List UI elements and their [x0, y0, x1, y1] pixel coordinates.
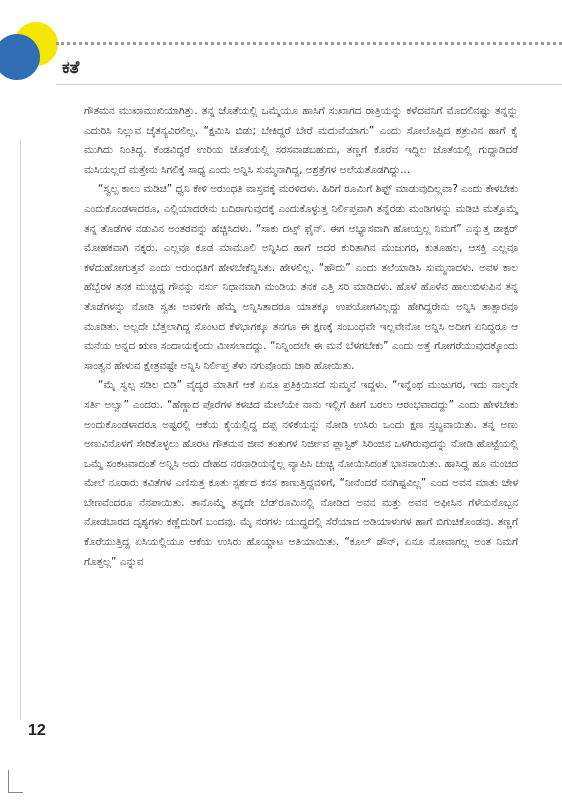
decorative-blue-circle [0, 34, 40, 80]
paragraph: “ಸ್ವಲ್ಪ ಕಾಲು ಮಡಿಚಿ” ಧ್ವನಿ ಕೇಳಿ ಅರುಂಧತಿ ವಾಸ್ತವಕ್ಕೆ ಮರಳಿದಳು. ಹಿರಿಗೆ ರೂಮಿಗೆ ಶಿಫ್ಟ್ ಮಾಡುವುದಿಲ್ಲವಾ? ಎಂದು ಕೇಳಬೇಕು ಎಂದುಕೊಂಡಳಾದರೂ, ಎಲ್ಲಿಯಾದರೇನು ಬದಿರಾಗುವುದಕ್ಕೆ ಎಂದುಕೊಳ್ಳುತ್ತ ನಿರ್ಲಿಪ್ತವಾಗಿ ತನ್ನೆರಡು ಮಂಡಿಗಳನ್ನು ಮಡಿಚಿ ಮತ್ತೊಮ್ಮೆ ತನ್ನ ತೊಡೆಗಳ ನಡುವಿನ ಅಂತರವನ್ನು ಹೆಚ್ಚಿಸಿದಳು. “ಸಾಕು ದಟ್ಸ್ ಫೈನ್. ಈಗ ಅಭ್ಯಾಸವಾಗಿ ಹೋಯ್ತಲ್ಲ ನಿಮಗೆ” ಎನ್ನುತ್ತ ಡಾಕ್ಟರ್ ಮೋಹಕವಾಗಿ ನಕ್ಕರು. ಎಲ್ಲವೂ ಕೂಡ ಮಾಮೂಲಿ ಅನ್ನಿಸಿದ ಹಾಗೆ ಅದರ ಕುರಿತಾಗಿನ ಮುಜುಗರ, ಕುತೂಹಲ, ಆಸಕ್ತಿ ಎಲ್ಲವೂ ಕಳೆದುಹೋಗುತ್ತವೆ ಎಂದು ಅರುಂಧತಿಗೆ ಹೇಳಬೇಕೆನ್ನಿಸಿತು. ಹೇಳಲಿಲ್ಲ. “ಹೌದು” ಎಂದು ತಲೆಯಾಡಿಸಿ ಸುಮ್ಮನಾದಳು. ಅವಳ ಕಾಲ ಹೆಬ್ಬೆರಳ ತನಕ ಮುಚ್ಚಿದ್ದ ಗೌನನ್ನು ನರ್ಸು ನಿಧಾನವಾಗಿ ಮಂಡಿಯ ತನಕ ಎತ್ತಿ ಸರಿ ಮಾಡಿದಳು. ಹೊಳೆ ಹೊಳೆವ ಹಾಲುಬಿಳುಪಿನ ತನ್ನ ತೊಡೆಗಳನ್ನು ನೋಡಿ ಸ್ವತಃ ಅವಳಿಗೇ ಹೆಮ್ಮೆ ಅನ್ನಿಸಿತಾದರೂ ಯಾತಕ್ಕೂ ಉಪಯೋಗವಿಲ್ಲದ್ದು ಹೇಗಿದ್ದರೇನು ಅನ್ನಿಸಿ ತಾತ್ಸಾರವೂ ಮೂಡಿತು. ಅಲ್ಲದೇ ಬೆತ್ತಲಾಗಿದ್ದ ಸೊಂಟದ ಕೆಳಭಾಗಕ್ಕೂ ತನಗೂ ಈ ಕ್ಷಣಕ್ಕೆ ಸಂಬಂಧವೇ ಇಲ್ಲವೇನೋ ಅನ್ನಿಸಿ ಅದೀಗ ಏನಿದ್ದರೂ ಆ ಮನೆಯ ಅನ್ನದ ಋಣ ಸಂದಾಯಕ್ಕೆಂದು ಮೀಸಲಾದದ್ದು. “ನಿನ್ನಿಂದಲೇ ಈ ಮನೆ ಬೆಳಗಬೇಕು” ಎಂದು ಅತ್ತೆ ಗೋಗರೆಯುವುದಕ್ಕೊಂದು ಸಾಂತ್ವನ ಹೇಳುವ ಕ್ಷೇತ್ರವಷ್ಟೇ ಅನ್ನಿಸಿ ನಿರ್ಲಿಪ್ತ ತೆಳು ನಗುವೊಂದು ಜಾರಿ ಹೋಯಿತು. [84, 183, 518, 372]
crop-mark [8, 770, 23, 793]
paragraph: ಗೌತಮನ ಮುಖಾಮುಖಿಯಾಗಿತ್ತು. ತನ್ನ ಜೊತೆಯಲ್ಲಿ ಒಮ್ಮೆಯೂ ಹಾಸಿಗೆ ಸುಖಾಗದ ರಾತ್ರಿಯನ್ನು ಕಳೆದವನಿಗೆ ಮೊದಲಿನಷ್ಟು ತನ್ನನ್ನು ಎದುರಿಸಿ ನಿಲ್ಲುವ ಚೈತನ್ಯವಿರಲಿಲ್ಲ. “ಕ್ಷಮಿಸಿ ಬಿಡು; ಬೇಕಿದ್ದರೆ ಬೇರೆ ಮದುವೆಯಾಗು” ಎಂದು ಸೋಲೊಪ್ಪಿದ ಶತ್ರುವಿನ ಹಾಗೆ ಕೈ ಮುಗಿದು ನಿಂತಿದ್ದ. ಕೆಂಡವಿದ್ದರೆ ಉರಿಯ ಜೊತೆಯಲ್ಲಿ ಸರಸವಾಡಬಹುದು, ತಣ್ಣಗೆ ಕೊರೆವ ಇದ್ದಿಲ ಜೊತೆಯಲ್ಲಿ ಗುದ್ದಾಡಿದರೆ ಮಸಿಯಲ್ಲದೆ ಮತ್ತೇನು ಸಿಗಲಿಕ್ಕೆ ಸಾಧ್ಯ ಎಂದು ಅನ್ನಿಸಿ ಸುಮ್ಮನಾಗಿದ್ದ, ಅಶ್ರತ್ರೆಗಳ ಅಲೆಯತೊಡಗಿದ್ದು... [84, 105, 518, 176]
section-label: ಕತೆ [62, 58, 80, 78]
page-number: 12 [28, 722, 46, 739]
article-body [84, 102, 518, 572]
paragraph: “ಮೈ ಸ್ವಲ್ಪ ಸಡಿಲ ಬಿಡಿ” ವೈದ್ಯರ ಮಾತಿಗೆ ಆಕೆ ಏನೂ ಪ್ರತಿಕ್ರಿಯಿಸದೆ ಸುಮ್ಮನೆ ಇದ್ದಳು. “ಇನ್ನೆಂಥ ಮುಜುಗರ, ಇದು ನಾಲ್ಕನೇ ಸರ್ತಿ ಅಲ್ವಾ” ಎಂದರು. “ಹೆಣ್ಣಾದ ಪೊರೆಗಳ ಕಳಚಿದ ಮೇಲೆಯೇ ನಾನು ಇಲ್ಲಿಗೆ ಹೀಗೆ ಬರಲು ಆರಂಭವಾದದ್ದು” ಎಂದು ಹೇಳಬೇಕು ಅಂದುಕೊಂಡಳಾದರೂ ಅಷ್ಟರಲ್ಲಿ ಆಕೆಯ ಕೈಯಲ್ಲಿದ್ದ ದಪ್ಪ ನಳಿಕೆಯನ್ನು ನೋಡಿ ಉಸಿರು ಒಂದು ಕ್ಷಣ ಸ್ತಬ್ಧವಾಯಿತು. ತನ್ನ ಅಣು ಅಣುವಿನೊಳಗೆ ಸೇರಿಕೊಳ್ಳಲು ಹೊರಟ ಗೌತಮನ ಜೀವ ತಂತುಗಳ ನಿರ್ಜೀವ ಪ್ಲಾಸ್ಟಿಕ್ ಸಿರಿಂಜಿನ ಒಳಗಿರುವುದನ್ನು ನೋಡಿ ಹೊಟ್ಟೆಯಲ್ಲಿ ಒಮ್ಮೆ ಸಂಕಟವಾದಂತೆ ಅನ್ನಿಸಿ ಅದು ದೇಹದ ನರನಾಡಿಯನ್ನೆಲ್ಲ ವ್ಯಾಪಿಸಿ ಚುಚ್ಚಿ ನೋಯಿಸಿದಂತೆ ಭಾಸವಾಯಿತು. ಹಾಸಿದ್ದ ಹೂ ಮಂಚದ ಮೇಲೆ ನೂರಾರು ಕವಿತೆಗಳ ಎಣಿಸುತ್ತ ಕೂತು ಸ್ಪರ್ಶದ ಕನಸ ಕಾಣುತ್ತಿದ್ದವಳಿಗೆ, “ನೀನೆಂದರೆ ನನಗಿಷ್ಟವಿಲ್ಲ” ಎಂದ ಅವನ ಮಾತು ಚೇಳ ಬೇಣವೆಂದರೂ ನೆನಪಾಯಿತು. ತಾನೊಮ್ಮೆ ತನ್ನದೇ ಬೆಡ್‌ರೂಮಿನಲ್ಲಿ ನೋಡಿದ ಅವನ ಮತ್ತು ಅವನ ಅಫೀಸಿನ ಗೆಳೆಯನೊಬ್ಬನ ನೋಡಬಾರದ ದೃಶ್ಯಗಳು ಕಣ್ಣೆದುರಿಗೆ ಬಂದವು. ಮೈ ನರಗಳು ಯುದ್ಧದಲ್ಲಿ ಸೆರೆಯಾದ ಅಡಿಯಾಳುಗಳ ಹಾಗೆ ಬಿಗುಚಿಕೊಂಡವು. ತಣ್ಣಗೆ ಕೊರೆಯುತ್ತಿದ್ದ ಏಸಿಯಲ್ಲಿಯೂ ಆಕೆಯ ಉಸಿರು ಹೊಯ್ದಾಟ ಅತಿಯಾಯಿತು. “ಕೂಲ್ ಡೌನ್, ಏನೂ ನೋವಾಗಲ್ಲ ಅಂತ ನಿಮಗೆ ಗೊತ್ತಲ್ಲ” ಎನ್ನುವ [84, 379, 518, 568]
header-dotted-divider [56, 42, 562, 45]
header-rule [56, 84, 562, 85]
margin-rule [20, 140, 21, 720]
